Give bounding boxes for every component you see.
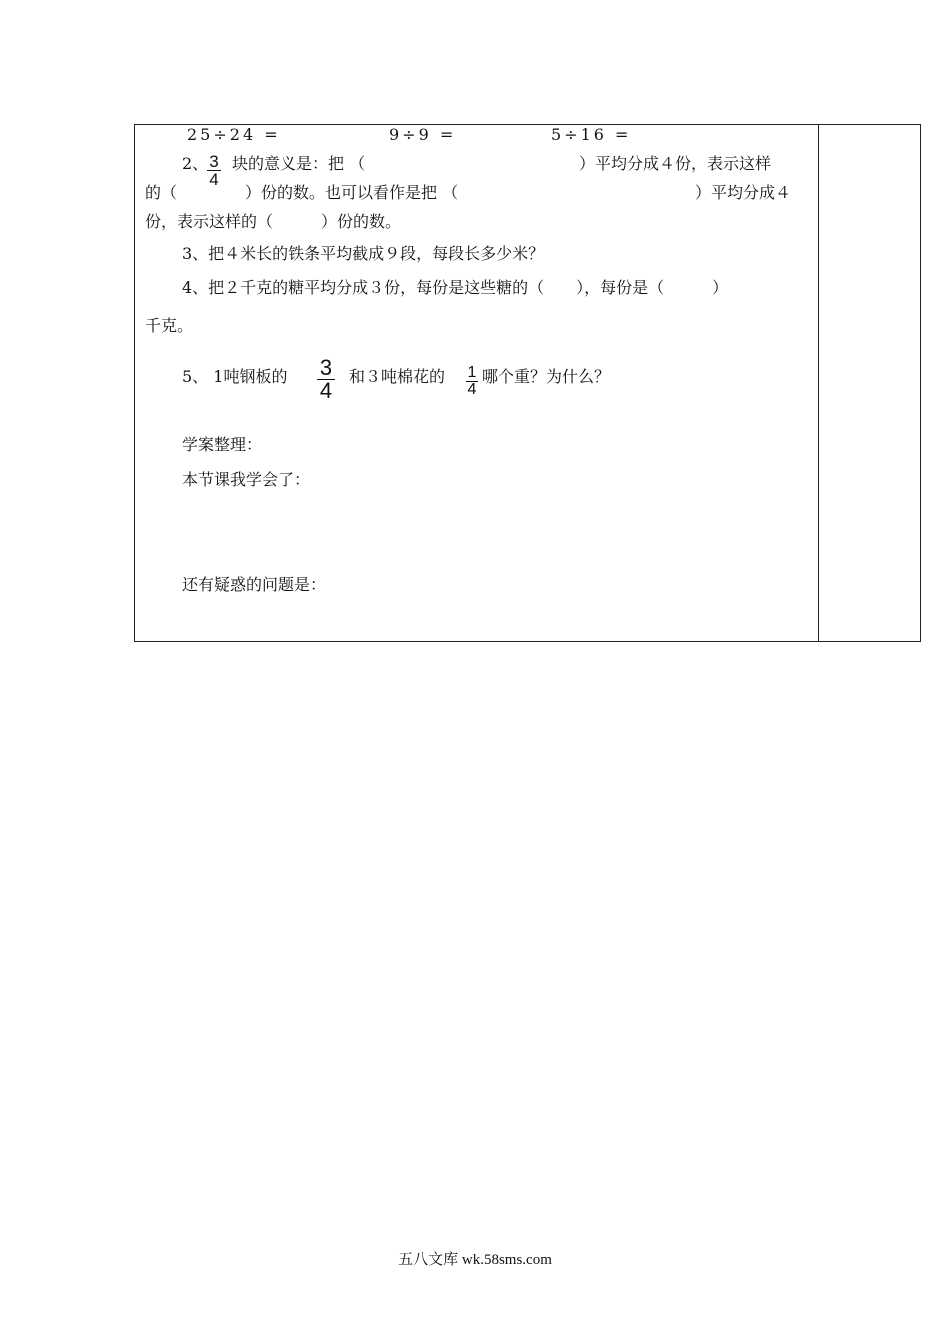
q3-text: 3、把４米长的铁条平均截成９段，每段长多少米？: [182, 244, 545, 263]
q5-fraction-2-numerator: 1: [467, 364, 477, 381]
q2-fraction-denominator: 4: [209, 170, 219, 189]
q2-fraction: [207, 153, 221, 188]
summary-doubts: 还有疑惑的问题是：: [182, 575, 327, 594]
q5-text-c: 哪个重？为什么？: [482, 367, 611, 386]
equation-3: 5÷16 =: [551, 125, 632, 144]
q2-number: 2、: [182, 154, 209, 173]
q4-line2: 千克。: [145, 316, 194, 335]
footer-watermark: 五八文库 wk.58sms.com: [398, 1252, 552, 1268]
equation-1: 25÷24 =: [187, 125, 281, 144]
q2-fraction-numerator: 3: [209, 152, 219, 171]
q5-fraction-2: [466, 365, 478, 398]
q2-line2-c: ）平均分成４: [695, 183, 792, 202]
summary-learned: 本节课我学会了：: [182, 470, 311, 489]
q5-fraction-1-denominator: 4: [319, 378, 333, 403]
worksheet-table: [134, 124, 921, 642]
summary-title: 学案整理：: [182, 435, 263, 454]
q5-text-b: 和３吨棉花的: [349, 367, 446, 386]
q2-line2-b: ）份的数。也可以看作是把 （: [245, 183, 459, 202]
side-column-divider: [818, 125, 819, 641]
q5-text-a: 5、 1吨钢板的: [182, 367, 288, 386]
q5-fraction-1-numerator: 3: [319, 355, 333, 380]
q2-line1-a: 块的意义是：把 （: [232, 154, 366, 173]
q5-fraction-1: [317, 357, 335, 402]
q4-line1: 4、把２千克的糖平均分成３份，每份是这些糖的（ ），每份是（ ）: [182, 278, 729, 297]
q2-line1-b: ）平均分成４份，表示这样: [579, 154, 772, 173]
equation-2: 9÷9 =: [389, 125, 457, 144]
q2-line3: 份，表示这样的（ ）份的数。: [145, 212, 402, 231]
q2-line2-a: 的（: [145, 183, 178, 202]
q5-fraction-2-denominator: 4: [467, 381, 477, 398]
